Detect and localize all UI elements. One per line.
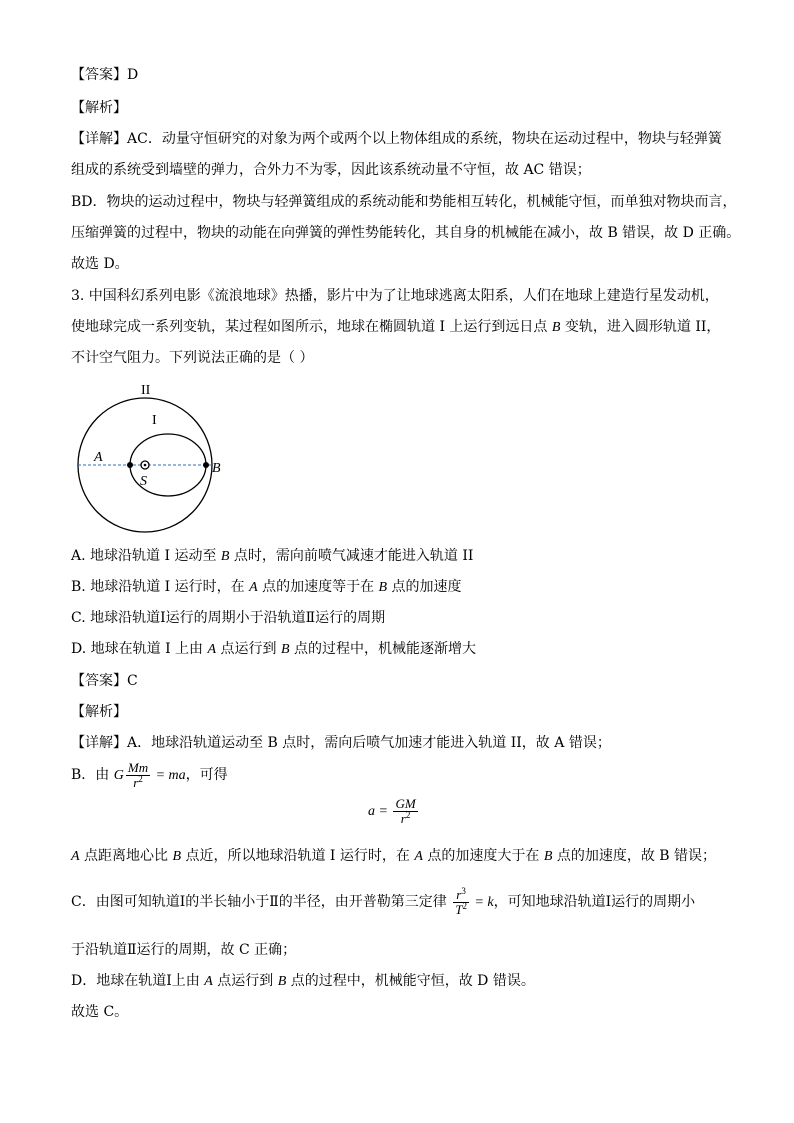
q3-detail-C-line1: C．由图可知轨道Ⅰ的半长轴小于Ⅱ的半径，由开普勒第三定律 $\frac{r^3}{T^2}$ = k，可知地球沿轨道Ⅰ运行的周期小 — [71, 885, 696, 917]
label-sun-S: S — [140, 474, 147, 489]
option-A: A. 地球沿轨道 I 运动至 B 点时，需向前喷气减速才能进入轨道 II — [71, 548, 474, 564]
q2-detail-line4: 压缩弹簧的过程中，物块的动能在向弹簧的弹性势能转化，其自身的机械能在减小，故 B 错误，故 D 正确。 — [71, 225, 741, 241]
label-point-B: B — [212, 461, 221, 476]
option-B: B. 地球沿轨道 I 运行时，在 A 点的加速度等于在 B 点的加速度 — [71, 579, 462, 595]
q2-detail-line2: 组成的系统受到墙壁的弹力，合外力不为零，因此该系统动量不守恒，故 AC 错误； — [71, 162, 591, 178]
fraction-GM-over-r2: $\frac{GM}{r^2}$ — [395, 795, 416, 826]
q3-detail-C-line2: 于沿轨道Ⅱ运行的周期，故 C 正确； — [71, 942, 297, 958]
formula-a-equals-GM-over-r2: a = $\frac{GM}{r^2}$ — [368, 795, 416, 826]
q3-detail-B-line3: A 点距离地心比 B 点近，所以地球沿轨道 I 运行时，在 A 点的加速度大于在 B 点的加速度，故 B 错误； — [71, 848, 717, 864]
fraction-Mm-over-r2: $\frac{Mm}{r^2}$ — [127, 759, 149, 790]
sun-center-dot — [144, 464, 147, 467]
q2-answer: 【答案】D — [71, 67, 139, 83]
q3-final-answer: 故选 C。 — [71, 1004, 129, 1020]
q3-detail-A: 【详解】A．地球沿轨道运动至 B 点时，需向后喷气加速才能进入轨道 II，故 A 错误； — [71, 735, 611, 751]
point-B-dot — [203, 462, 209, 468]
orbit-diagram — [72, 378, 252, 538]
label-orbit-II: II — [141, 383, 151, 398]
label-orbit-I: I — [152, 413, 157, 428]
option-C: C. 地球沿轨道Ⅰ运行的周期小于沿轨道Ⅱ运行的周期 — [71, 610, 386, 626]
q2-detail-line5: 故选 D。 — [71, 256, 129, 272]
point-A-dot — [127, 462, 133, 468]
q3-stem-line3: 不计空气阻力。下列说法正确的是（ ） — [71, 350, 314, 366]
q3-stem-line1: 3. 中国科幻系列电影《流浪地球》热播，影片中为了让地球逃离太阳系，人们在地球上建造行星发动机， — [71, 288, 719, 304]
q2-analysis-label: 【解析】 — [71, 100, 127, 116]
q3-answer: 【答案】C — [71, 673, 138, 689]
q3-analysis-label: 【解析】 — [71, 704, 127, 720]
q2-detail-line1: 【详解】AC．动量守恒研究的对象为两个或两个以上物体组成的系统，物块在运动过程中，物块与轻弹簧 — [71, 131, 722, 147]
q3-detail-D: D．地球在轨道Ⅰ上由 A 点运行到 B 点的过程中，机械能守恒，故 D 错误。 — [71, 973, 535, 989]
q3-detail-B-line: B．由 G $\frac{Mm}{r^2}$ = ma，可得 — [71, 759, 228, 790]
q2-detail-line3: BD．物块的运动过程中，物块与轻弹簧组成的系统动能和势能相互转化，机械能守恒，而单独对物块而言， — [71, 194, 737, 210]
q3-stem-line2: 使地球完成一系列变轨，某过程如图所示，地球在椭圆轨道 I 上运行到远日点 B 变轨，进入圆形轨道 II， — [71, 319, 721, 335]
option-D: D. 地球在轨道 I 上由 A 点运行到 B 点的过程中，机械能逐渐增大 — [71, 641, 476, 657]
label-point-A: A — [94, 450, 103, 465]
fraction-r3-over-T2: $\frac{r^3}{T^2}$ — [455, 885, 467, 917]
